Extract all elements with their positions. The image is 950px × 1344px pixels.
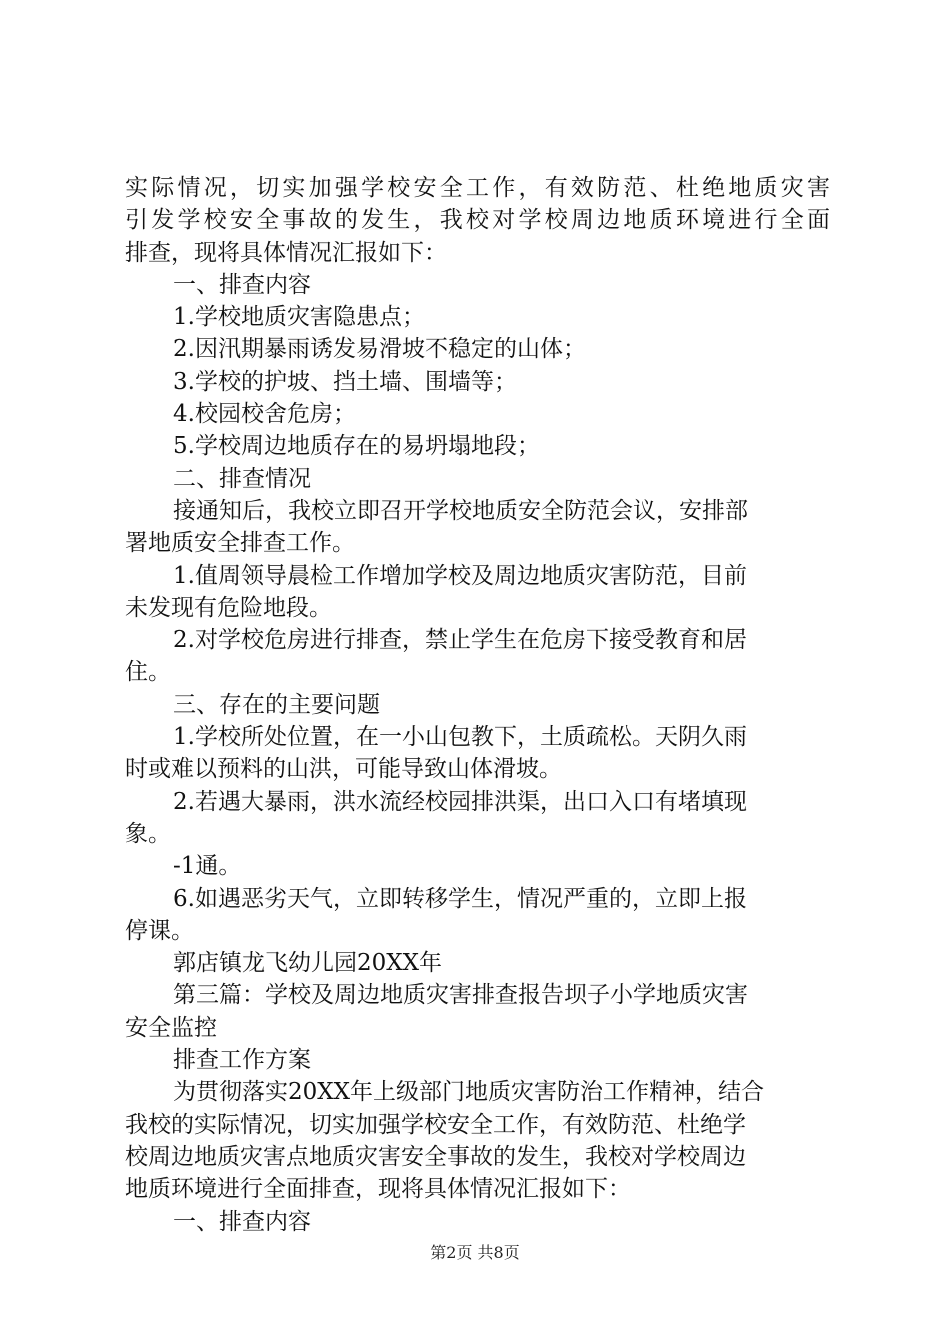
text-line: 未发现有危险地段。 <box>125 594 332 621</box>
text-line: 为贯彻落实20XX年上级部门地质灾害防治工作精神，结合 <box>173 1079 765 1106</box>
section-heading: 一、排查内容 <box>173 271 311 298</box>
page-number-label: 第2页 共8页 <box>430 1243 520 1262</box>
chapter-heading: 第三篇：学校及周边地质灾害排查报告坝子小学地质灾害 <box>173 982 748 1009</box>
list-item: 2.因汛期暴雨诱发易滑坡不稳定的山体； <box>173 336 586 363</box>
list-item: 4.校园校舍危房； <box>173 401 356 428</box>
text-line: 时或难以预料的山洪，可能导致山体滑坡。 <box>125 756 562 783</box>
text-line: 住。 <box>125 659 171 686</box>
list-item: 1.学校所处位置，在一小山包教下，土质疏松。天阴久雨 <box>173 724 747 751</box>
text-line: 我校的实际情况，切实加强学校安全工作，有效防范、杜绝学 <box>125 1111 746 1138</box>
text-line: 实际情况，切实加强学校安全工作，有效防范、杜绝地质灾害 <box>125 175 830 201</box>
list-item: 2.若遇大暴雨，洪水流经校园排洪渠，出口入口有堵填现 <box>173 788 747 815</box>
text-line: -1通。 <box>173 853 242 880</box>
list-item: 1.学校地质灾害隐患点； <box>173 304 425 331</box>
signature-line: 郭店镇龙飞幼儿园20XX年 <box>173 950 443 977</box>
text-line: 署地质安全排查工作。 <box>125 530 355 557</box>
list-item: 3.学校的护坡、挡土墙、围墙等； <box>173 368 517 395</box>
text-line: 地质环境进行全面排查，现将具体情况汇报如下： <box>125 1176 631 1203</box>
page-footer <box>0 1243 950 1263</box>
document-body <box>125 172 830 1238</box>
list-item: 1.值周领导晨检工作增加学校及周边地质灾害防范，目前 <box>173 562 747 589</box>
text-line: 安全监控 <box>125 1014 217 1041</box>
section-heading: 一、排查内容 <box>173 1208 311 1235</box>
text-line: 停课。 <box>125 917 194 944</box>
list-item: 5.学校周边地质存在的易坍塌地段； <box>173 433 540 460</box>
section-heading: 排查工作方案 <box>173 1047 311 1074</box>
text-line: 排查，现将具体情况汇报如下： <box>125 239 447 266</box>
list-item: 6.如遇恶劣天气，立即转移学生，情况严重的，立即上报 <box>173 885 747 912</box>
section-heading: 二、排查情况 <box>173 465 311 492</box>
text-line: 校周边地质灾害点地质灾害安全事故的发生，我校对学校周边 <box>125 1143 746 1170</box>
list-item: 2.对学校危房进行排查，禁止学生在危房下接受教育和居 <box>173 627 747 654</box>
text-line: 象。 <box>125 820 171 847</box>
section-heading: 三、存在的主要问题 <box>173 691 380 718</box>
text-line: 引发学校安全事故的发生，我校对学校周边地质环境进行全面 <box>125 207 830 234</box>
text-line: 接通知后，我校立即召开学校地质安全防范会议，安排部 <box>173 497 748 524</box>
